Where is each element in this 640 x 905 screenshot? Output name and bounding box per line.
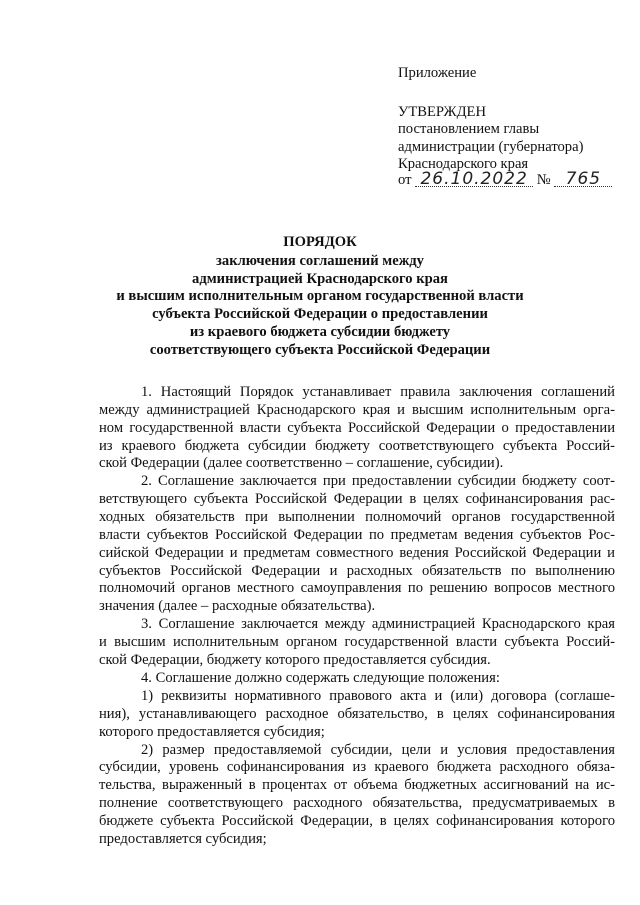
body-line: субъектов Российской Федерации и расходных обязательств по выполнению [99,563,615,579]
body-line: ской Федерации, бюджету которого предоставляется субсидия. [99,652,491,668]
approval-line-1: постановлением главы [398,121,540,137]
document-heading: ПОРЯДОК [283,234,357,250]
handwritten-number: 765 [554,172,612,187]
body-line: сийской Федерации и предметам совместного ведения Российской Федерации и [99,545,615,561]
title-line-6: соответствующего субъекта Российской Федерации [149,342,491,358]
approved-label: УТВЕРЖДЕН [398,104,486,120]
body-line: субсидии, уровень софинансирования из краевого бюджета расходного обяза- [99,759,615,775]
body-line: 1) реквизиты нормативного правового акта и (или) договора (соглаше- [141,688,615,704]
body-line: и высшим исполнительным органом государственной власти субъекта Россий- [99,634,615,650]
body-line: 3. Соглашение заключается между администрацией Краснодарского края [141,616,615,632]
approval-line-2: администрации (губернатора) [398,139,584,155]
number-prefix: № [536,172,551,188]
body-line: предоставляется субсидия; [99,831,267,847]
handwritten-date: 26.10.2022 [415,172,533,187]
body-line: ской Федерации (далее соответственно – соглашение, субсидии). [99,455,504,471]
body-line: значения (далее – расходные обязательства). [99,598,376,614]
body-line: тельства, выраженный в процентах от объема бюджетных ассигнований на ис- [99,777,615,793]
body-line: из краевого бюджета субсидии бюджету соответствующего субъекта Россий- [99,438,615,454]
body-line: полнение соответствующего расходного обязательства, предусматриваемых в [99,795,615,811]
title-line-5: из краевого бюджета субсидии бюджету [189,324,451,340]
body-line: ходных обязательств при выполнении полномочий органов государственной [99,509,615,525]
body-line: 2) размер предоставляемой субсидии, цели и условия предоставления [141,742,615,758]
body-line: ния), устанавливающего расходное обязательство, в целях софинансирования [99,706,615,722]
body-line: 2. Соглашение заключается при предоставлении субсидии бюджету соот- [141,473,615,489]
title-line-2: администрацией Краснодарского края [192,271,448,287]
date-prefix: от [398,172,412,188]
approval-line-3: Краснодарского края [398,156,529,172]
body-line: 1. Настоящий Порядок устанавливает правила заключения соглашений [141,384,615,400]
title-line-3: и высшим исполнительным органом государственной власти [116,288,524,304]
body-line: 4. Соглашение должно содержать следующие положения: [141,670,500,686]
appendix-label: Приложение [398,65,477,81]
body-line: которого предоставляется субсидия; [99,724,325,740]
body-line: полномочий органов местного самоуправления по решению вопросов местного [99,580,615,596]
title-line-4: субъекта Российской Федерации о предоставлении [152,306,488,322]
body-line: между администрацией Краснодарского края и высшим исполнительным орга- [99,402,615,418]
approval-date-row [398,171,612,190]
body-line: ветствующего субъекта Российской Федерации в целях софинансирования рас- [99,491,615,507]
body-line: ном государственной власти субъекта Российской Федерации о предоставлении [99,420,615,436]
body-line: бюджете субъекта Российской Федерации, в целях софинансирования которого [99,813,615,829]
title-line-1: заключения соглашений между [216,253,424,269]
body-line: власти субъектов Российской Федерации по предметам ведения субъектов Рос- [99,527,615,543]
